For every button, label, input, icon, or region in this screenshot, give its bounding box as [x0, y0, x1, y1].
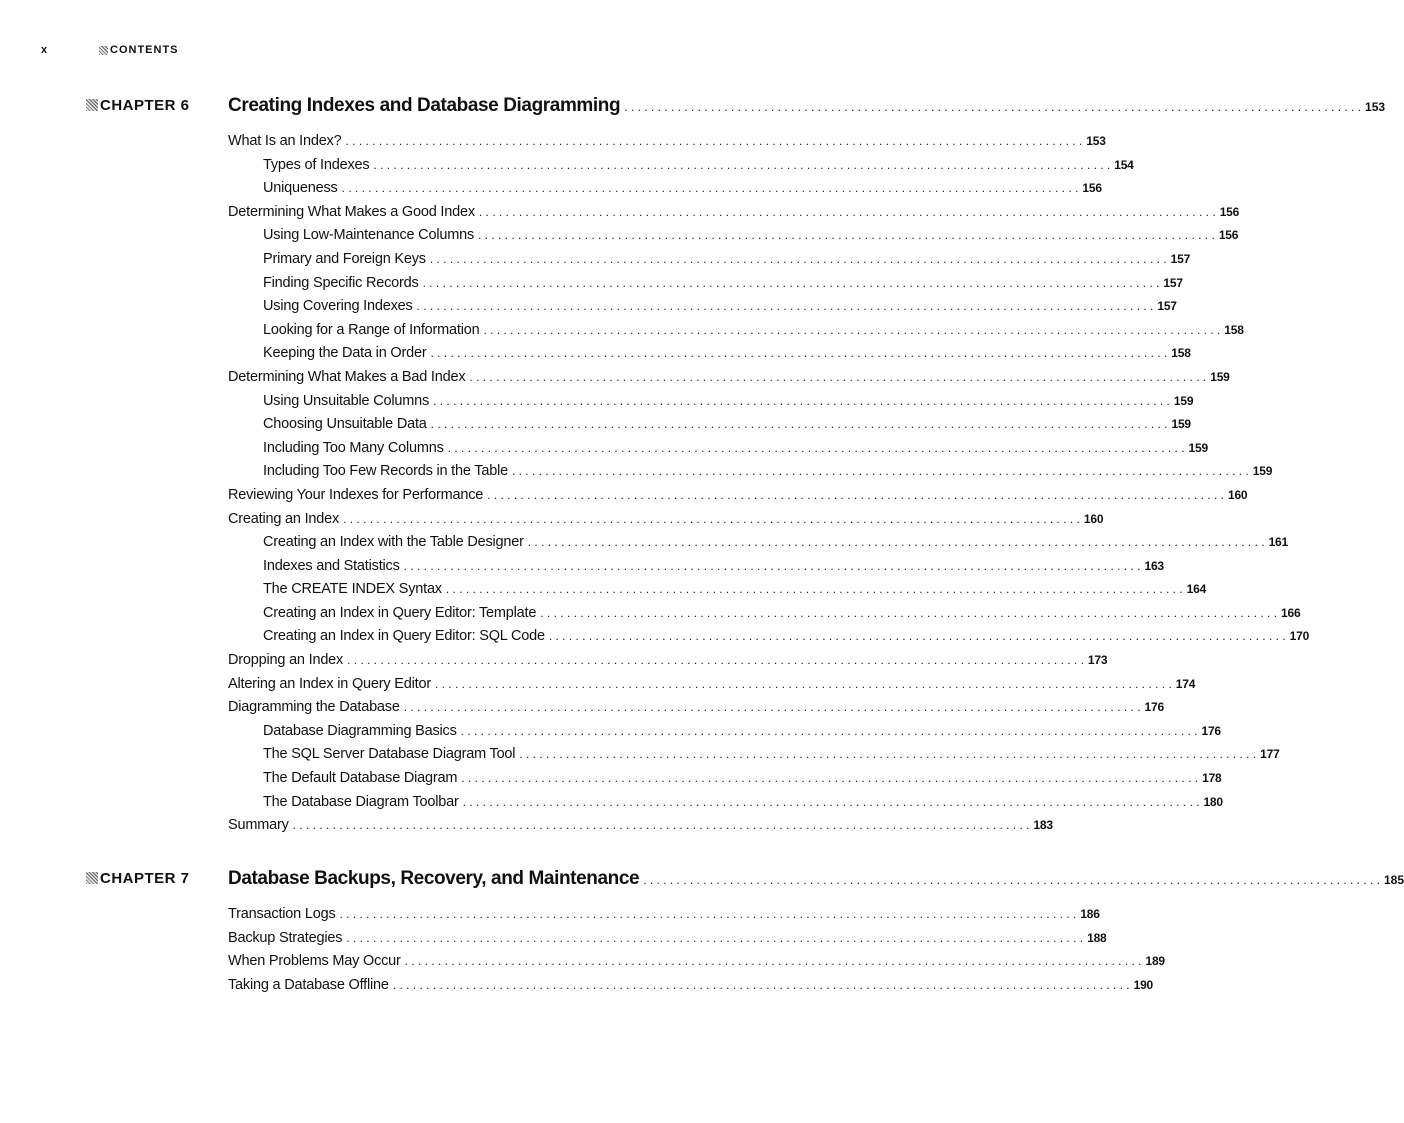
- chapter-block: [86, 868, 1404, 1000]
- entry-title: Summary: [228, 817, 289, 834]
- entry-title: Creating an Index with the Table Designer: [263, 534, 524, 551]
- entry-title: Determining What Makes a Bad Index: [228, 368, 466, 385]
- entry-title: The Default Database Diagram: [263, 770, 458, 787]
- dot-leader: [519, 747, 1256, 761]
- entry-page-number: 189: [1145, 954, 1165, 969]
- dot-leader: [549, 629, 1286, 643]
- chapter-marker-icon: [86, 99, 98, 111]
- entry-page-number: 156: [1219, 204, 1240, 219]
- toc-subentry[interactable]: [228, 227, 1239, 251]
- running-head: [41, 43, 179, 57]
- chapter-heading[interactable]: [86, 95, 1386, 121]
- toc-entry[interactable]: [228, 510, 1104, 535]
- dot-leader: [540, 606, 1277, 620]
- entry-page-number: 176: [1201, 723, 1221, 738]
- entry-page-number: 159: [1188, 440, 1208, 455]
- toc-entry[interactable]: [228, 133, 1106, 157]
- entry-title: When Problems May Occur: [228, 953, 401, 970]
- dot-leader: [448, 441, 1185, 455]
- toc-subentry[interactable]: [228, 770, 1222, 794]
- toc-entry[interactable]: [228, 368, 1230, 393]
- dot-leader: [430, 346, 1167, 360]
- entry-page-number: 183: [1033, 818, 1053, 833]
- toc-subentry[interactable]: [228, 156, 1134, 181]
- entry-title: Diagramming the Database: [228, 699, 400, 716]
- dot-leader: [479, 205, 1216, 219]
- entry-page-number: 156: [1082, 181, 1102, 196]
- toc-subentry[interactable]: [228, 416, 1191, 440]
- entry-title: Transaction Logs: [228, 906, 336, 922]
- entry-title: Primary and Foreign Keys: [263, 250, 426, 267]
- chapter-heading[interactable]: [86, 868, 1404, 894]
- entry-title: Uniqueness: [263, 180, 338, 197]
- entry-page-number: 159: [1173, 393, 1194, 408]
- dot-leader: [404, 700, 1141, 714]
- entry-page-number: 173: [1087, 653, 1108, 668]
- entry-page-number: 188: [1087, 930, 1107, 945]
- dot-leader: [345, 134, 1082, 148]
- dot-leader: [643, 873, 1380, 887]
- chapter-label: CHAPTER 7: [100, 869, 190, 887]
- entry-page-number: 170: [1289, 629, 1310, 644]
- dot-leader: [417, 299, 1154, 313]
- dot-leader: [405, 954, 1142, 968]
- entry-page-number: 158: [1171, 346, 1191, 361]
- toc-subentry[interactable]: [228, 534, 1288, 558]
- entry-title: Database Diagramming Basics: [263, 722, 457, 739]
- entry-page-number: 178: [1202, 771, 1222, 786]
- toc-subentry[interactable]: [228, 392, 1194, 417]
- dot-leader: [340, 907, 1077, 921]
- entry-page-number: 159: [1252, 464, 1273, 479]
- entry-page-number: 157: [1157, 299, 1177, 314]
- dot-leader: [346, 931, 1083, 945]
- dot-leader: [342, 181, 1079, 195]
- toc-subentry[interactable]: [228, 604, 1301, 629]
- entry-title: Including Too Few Records in the Table: [263, 463, 508, 480]
- dot-leader: [433, 394, 1170, 408]
- dot-leader: [293, 818, 1030, 832]
- entry-page-number: 174: [1175, 676, 1196, 691]
- entry-page-number: 176: [1144, 700, 1164, 715]
- dot-leader: [373, 158, 1110, 172]
- toc-entry[interactable]: [228, 817, 1053, 841]
- dot-leader: [463, 795, 1200, 809]
- toc-entry[interactable]: [228, 486, 1248, 511]
- dot-leader: [393, 978, 1130, 992]
- entry-page-number: 163: [1144, 558, 1164, 573]
- dot-leader: [528, 535, 1265, 549]
- entry-title: Determining What Makes a Good Index: [228, 203, 475, 220]
- dot-leader: [512, 464, 1249, 478]
- dot-leader: [435, 677, 1172, 691]
- page-folio: x: [41, 44, 49, 56]
- entry-page-number: 164: [1186, 582, 1207, 597]
- entry-page-number: 156: [1218, 228, 1239, 243]
- toc-entry[interactable]: [228, 953, 1165, 977]
- toc-subentry[interactable]: [228, 321, 1244, 346]
- entry-title: Finding Specific Records: [263, 274, 419, 291]
- toc-entry[interactable]: [228, 976, 1154, 1001]
- dot-leader: [423, 276, 1160, 290]
- entry-page-number: 160: [1083, 511, 1104, 526]
- toc-subentry[interactable]: [228, 463, 1273, 487]
- entry-page-number: 157: [1170, 251, 1191, 266]
- entry-title: The Database Diagram Toolbar: [263, 793, 459, 810]
- dot-leader: [446, 582, 1183, 596]
- dot-leader: [461, 771, 1198, 785]
- entry-page-number: 166: [1281, 605, 1301, 620]
- entry-title: Dropping an Index: [228, 652, 344, 669]
- entry-page-number: 153: [1086, 134, 1106, 148]
- entry-title: The CREATE INDEX Syntax: [263, 581, 442, 598]
- entry-title: Types of Indexes: [263, 156, 370, 173]
- entry-title: Reviewing Your Indexes for Performance: [228, 486, 484, 503]
- entry-title: Including Too Many Columns: [263, 439, 444, 456]
- entry-page-number: 154: [1114, 157, 1134, 172]
- dot-leader: [624, 100, 1361, 114]
- chapter-title: Creating Indexes and Database Diagramming: [228, 95, 621, 116]
- entry-title: Altering an Index in Query Editor: [228, 675, 431, 692]
- toc-entry[interactable]: [228, 675, 1196, 700]
- chapter-page-number: 185: [1384, 873, 1404, 887]
- entry-title: Creating an Index: [228, 510, 340, 527]
- entry-page-number: 161: [1268, 535, 1288, 550]
- entry-title: Creating an Index in Query Editor: Template: [263, 604, 537, 621]
- toc-subentry[interactable]: [228, 439, 1208, 464]
- dot-leader: [461, 724, 1198, 738]
- entry-title: The SQL Server Database Diagram Tool: [263, 746, 516, 763]
- dot-leader: [343, 512, 1080, 526]
- toc-entry[interactable]: [228, 699, 1164, 723]
- dot-leader: [431, 417, 1168, 431]
- entry-title: Keeping the Data in Order: [263, 345, 427, 362]
- toc-subentry[interactable]: [228, 722, 1221, 747]
- dot-leader: [478, 228, 1215, 242]
- dot-leader: [430, 252, 1167, 266]
- dot-leader: [404, 559, 1141, 573]
- toc-subentry[interactable]: [228, 180, 1102, 204]
- toc-entry[interactable]: [228, 906, 1100, 930]
- toc-subentry[interactable]: [228, 581, 1207, 605]
- toc-subentry[interactable]: [228, 345, 1191, 369]
- entry-page-number: 159: [1210, 369, 1230, 384]
- entry-title: Using Unsuitable Columns: [263, 392, 430, 409]
- entry-page-number: 159: [1171, 417, 1191, 432]
- chapter-label: CHAPTER 6: [100, 96, 190, 114]
- toc-subentry[interactable]: [228, 746, 1280, 770]
- toc-subentry[interactable]: [228, 250, 1191, 275]
- entry-page-number: 180: [1203, 794, 1223, 809]
- entry-title: Indexes and Statistics: [263, 557, 400, 574]
- toc-entry[interactable]: [228, 652, 1108, 676]
- entry-page-number: 177: [1260, 747, 1280, 762]
- entry-title: Using Covering Indexes: [263, 298, 413, 315]
- entry-title: Choosing Unsuitable Data: [263, 416, 427, 433]
- dot-leader: [487, 488, 1224, 502]
- chapter-title: Database Backups, Recovery, and Maintenance: [228, 868, 640, 889]
- toc-subentry[interactable]: [228, 628, 1310, 652]
- chapter-block: [86, 95, 1386, 841]
- entry-page-number: 157: [1163, 275, 1183, 290]
- section-marker-icon: [99, 46, 108, 55]
- entry-page-number: 186: [1080, 907, 1100, 921]
- entry-title: What Is an Index?: [228, 133, 342, 149]
- dot-leader: [347, 653, 1084, 667]
- entry-title: Taking a Database Offline: [228, 976, 389, 993]
- toc-entries: [228, 133, 1310, 841]
- entry-page-number: 158: [1224, 322, 1244, 337]
- dot-leader: [469, 370, 1206, 384]
- chapter-page-number: 153: [1365, 100, 1386, 114]
- dot-leader: [483, 323, 1220, 337]
- running-head-title: CONTENTS: [110, 44, 179, 56]
- entry-page-number: 160: [1227, 487, 1248, 502]
- entry-title: Backup Strategies: [228, 929, 343, 946]
- toc-subentry[interactable]: [228, 557, 1164, 582]
- toc-subentry[interactable]: [228, 793, 1223, 818]
- entry-title: Creating an Index in Query Editor: SQL Code: [263, 628, 545, 645]
- entry-title: Looking for a Range of Information: [263, 321, 480, 338]
- toc-entries: [228, 906, 1165, 1000]
- entry-title: Using Low-Maintenance Columns: [263, 227, 474, 244]
- toc-entry[interactable]: [228, 203, 1240, 228]
- toc-subentry[interactable]: [228, 274, 1183, 299]
- toc-subentry[interactable]: [228, 298, 1177, 322]
- toc-entry[interactable]: [228, 929, 1107, 954]
- chapter-marker-icon: [86, 872, 98, 884]
- entry-page-number: 190: [1133, 977, 1154, 992]
